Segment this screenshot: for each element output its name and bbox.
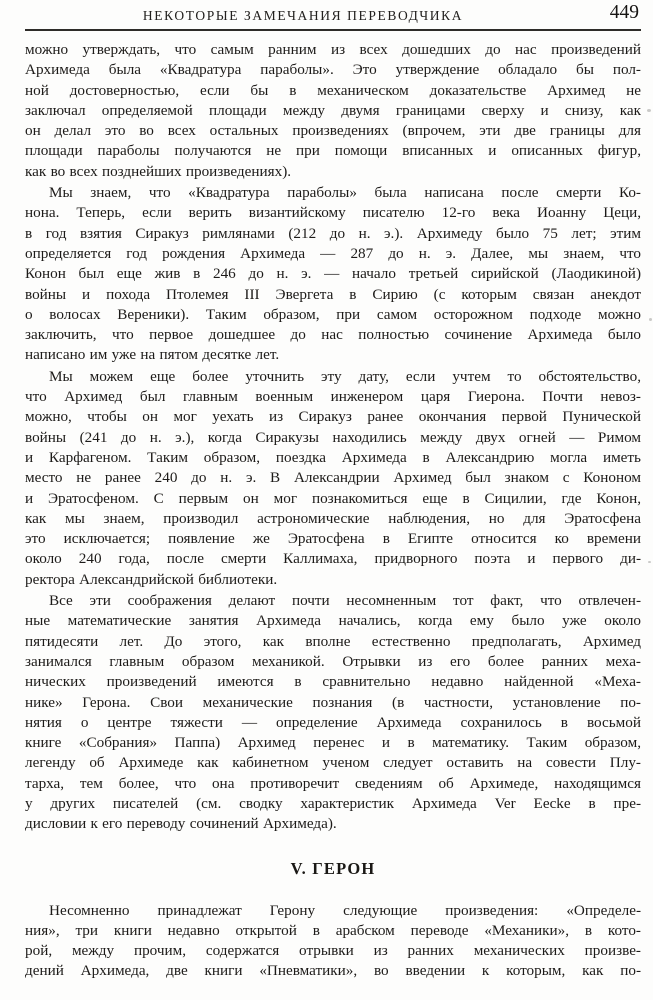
scan-speck: [649, 318, 652, 321]
running-header-title: НЕКОТОРЫЕ ЗАМЕЧАНИЯ ПЕРЕВОДЧИКА: [142, 8, 464, 23]
paragraph: [25, 183, 641, 366]
scan-speck: [648, 561, 651, 563]
text-line: что Архимед был главным военным инженером царя Гиерона. Почти невоз-: [25, 388, 641, 406]
running-header: [25, 0, 641, 31]
text-line: войны (241 до н. э.), когда Сиракузы находились между двух огней — Римом: [25, 428, 641, 446]
section-heading: V. ГЕРОН: [290, 858, 376, 878]
text-line: пятидесяти лет. До этого, как вполне естественно предполагать, Архимед: [25, 632, 641, 650]
text-line: определяется год рождения Архимеда — 287 до н. э. Далее, мы знаем, что: [25, 244, 641, 262]
paragraph: [25, 901, 641, 982]
text-line: площади параболы получаются не при помощи вписанных и описанных фигур,: [25, 142, 641, 160]
text-line: дисловии к его переводу сочинений Архимеда).: [25, 815, 337, 833]
text-line: книге «Собрания» Паппа) Архимед перенес и в математику. Таким образом,: [25, 734, 641, 752]
paragraph: [25, 591, 641, 835]
text-line: около 240 года, после смерти Каллимаха, придворного поэта и первого ди-: [25, 550, 641, 568]
text-line: место не ранее 240 до н. э. В Александрии Архимед был знаком с Кононом: [25, 469, 641, 487]
text-line: ной достоверностью, если бы в механическом доказательстве Архимед не: [25, 81, 641, 99]
text-line: Несомненно принадлежат Герону следующие произведения: «Определе-: [49, 901, 641, 919]
text-line: ния», три книги недавно открытой в арабском переводе «Механики», в кото-: [25, 921, 641, 939]
text-line: и Эратосфеном. С первым он мог познакомиться еще в Сицилии, где Конон,: [25, 489, 641, 507]
text-line: заключить, что первое дошедшее до нас полностью сочинение Архимеда было: [25, 326, 641, 344]
page-number: 449: [609, 2, 639, 23]
scan-speck: [647, 109, 651, 112]
text-line: нических произведений имеются в сравнительно недавно найденной «Меха-: [25, 673, 641, 691]
text-line: рой, между прочим, содержатся отрывки из ранних механических произве-: [25, 942, 641, 960]
text-line: у других писателей (см. сводку характеристик Архимеда Ver Eecke в пре-: [25, 794, 641, 812]
text-line: нике» Герона. Свои механические познания (в частности, установление по-: [25, 693, 641, 711]
text-line: в год взятия Сиракуз римлянами (212 до н. э.). Архимеду было 75 лет; этим: [25, 224, 641, 242]
text-line: нона. Теперь, если верить византийскому писателю 12-го века Иоанну Цеци,: [25, 204, 641, 222]
text-line: тарха, тем более, что она противоречит сведениям об Архимеде, находящимся: [25, 774, 641, 792]
text-line: легенду об Архимеде как кабинетном ученом следует оставить на совести Плу-: [25, 754, 641, 772]
text-line: он делал это во всех остальных произведениях (впрочем, эти две границы для: [25, 122, 641, 140]
text-line: Конон был еще жив в 246 до н. э. — начало третьей сирийской (Лаодикиной): [25, 265, 641, 283]
text-line: заключал определяемой площади между двумя границами сверху и снизу, как: [25, 101, 641, 119]
text-line: Все эти соображения делают почти несомненным тот факт, что отвлечен-: [49, 592, 641, 610]
text-line: можно, чтобы он мог уехать из Сиракуз ранее окончания первой Пунической: [25, 408, 641, 426]
paragraph: [25, 40, 641, 182]
text-line: ректора Александрийской библиотеки.: [25, 570, 278, 588]
text-line: Мы знаем, что «Квадратура параболы» была написана после смерти Ко-: [49, 184, 641, 202]
text-line: Мы можем еще более уточнить эту дату, если учтем то обстоятельство,: [49, 367, 641, 385]
text-line: о волосах Вереники). Таким образом, при самом осторожном подходе можно: [25, 305, 641, 323]
text-line: можно утверждать, что самым ранним из всех дошедших до нас произведений: [25, 41, 641, 58]
text-line: как мы знаем, производил астрономические наблюдения, но для Эратосфена: [25, 509, 641, 527]
text-line: и Карфагеном. Таким образом, поездка Архимеда в Александрию могла иметь: [25, 448, 641, 466]
text-line: Архимеда была «Квадратура параболы». Это утверждение обладало бы пол-: [25, 61, 641, 79]
header-rule: [25, 29, 641, 31]
text-line: написано им уже на пятом десятке лет.: [25, 346, 280, 364]
text-line: занимался главным образом механикой. Отрывки из его более ранних меха-: [25, 652, 641, 670]
text-line: как во всех позднейших произведениях).: [25, 162, 292, 180]
text-line: нятия о центре тяжести — определение Архимеда сохранилось в восьмой: [25, 713, 641, 731]
text-line: дений Архимеда, две книги «Пневматики», во введении к которым, как по-: [25, 962, 641, 980]
paragraph: [25, 367, 641, 590]
text-line: это исключается; появление же Эратосфена в Египте относится ко времени: [25, 530, 641, 548]
text-block: [25, 40, 641, 983]
text-line: войны и похода Птолемея III Эвергета в Сирию (с которым связан анекдот: [25, 285, 641, 303]
text-line: ные математические занятия Архимеда начались, когда ему было уже около: [25, 612, 641, 630]
